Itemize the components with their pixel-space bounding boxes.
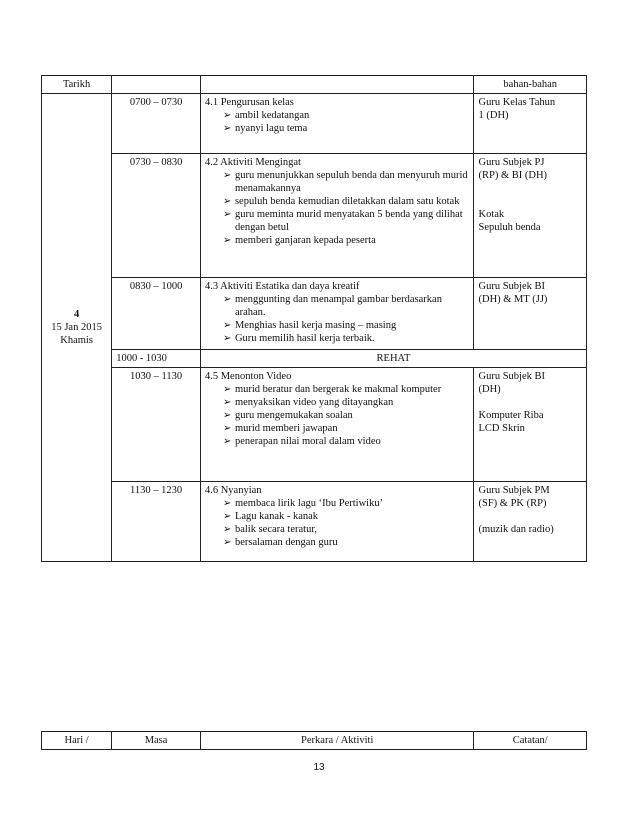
- activity-list: [205, 169, 470, 247]
- header-masa-empty: [112, 76, 201, 94]
- list-item: ➢ sepuluh benda kemudian diletakkan dalam satu kotak: [223, 195, 470, 208]
- list-item: ➢ Menghias hasil kerja masing – masing: [223, 319, 470, 332]
- catatan-line: (DH): [478, 384, 501, 395]
- masa-cell: 1130 – 1230: [112, 482, 201, 562]
- table-header-row: [42, 76, 587, 94]
- activity-title: 4.6 Nyanyian: [204, 485, 262, 496]
- table-row: [42, 482, 587, 562]
- catatan-line: (RP) & BI (DH): [478, 170, 548, 181]
- list-item: ➢ membaca lirik lagu ‘Ibu Pertiwiku’: [223, 497, 470, 510]
- rehat-label: REHAT: [200, 350, 586, 368]
- header-aktiviti-empty: [200, 76, 474, 94]
- masa-cell: 0700 – 0730: [112, 94, 201, 154]
- hari-cell: [42, 94, 112, 562]
- table-row: [42, 368, 587, 482]
- catatan-cell: [474, 368, 587, 482]
- list-item: ➢ guru menunjukkan sepuluh benda dan menyuruh murid menamakannya: [223, 169, 470, 195]
- catatan-line: (SF) & PK (RP): [478, 498, 547, 509]
- catatan-line: Komputer Riba: [478, 410, 544, 421]
- catatan-line: LCD Skrin: [478, 423, 525, 434]
- hari-day: Khamis: [60, 335, 93, 346]
- table-row: [42, 154, 587, 278]
- catatan-gap: [478, 195, 582, 208]
- list-item: ➢ ambil kedatangan: [223, 109, 470, 122]
- activity-title: 4.3 Aktiviti Estatika dan daya kreatif: [204, 281, 360, 292]
- aktiviti-cell: [200, 482, 474, 562]
- catatan-line: Guru Kelas Tahun: [478, 97, 556, 108]
- header-catatan: Catatan/: [474, 732, 587, 750]
- catatan-gap: [478, 182, 582, 195]
- list-item: ➢ balik secara teratur,: [223, 523, 470, 536]
- hari-date: 15 Jan 2015: [51, 322, 102, 333]
- header-masa: Masa: [112, 732, 201, 750]
- activity-list: [205, 109, 470, 135]
- list-item: ➢ Lagu kanak - kanak: [223, 510, 470, 523]
- list-item: ➢ nyanyi lagu tema: [223, 122, 470, 135]
- catatan-gap: [478, 396, 582, 409]
- masa-cell: 0730 – 0830: [112, 154, 201, 278]
- activity-title: 4.1 Pengurusan kelas: [204, 97, 294, 108]
- list-item: ➢ murid memberi jawapan: [223, 422, 470, 435]
- catatan-line: Guru Subjek BI: [478, 371, 545, 382]
- aktiviti-cell: [200, 94, 474, 154]
- catatan-line: Guru Subjek BI: [478, 281, 545, 292]
- catatan-line: 1 (DH): [478, 110, 509, 121]
- list-item: ➢ penerapan nilai moral dalam video: [223, 435, 470, 448]
- list-item: ➢ menggunting dan menampal gambar berdasarkan arahan.: [223, 293, 470, 319]
- table-row: [42, 94, 587, 154]
- aktiviti-cell: [200, 154, 474, 278]
- catatan-gap: [478, 510, 582, 523]
- rehat-masa: 1000 - 1030: [112, 350, 201, 368]
- hari-number: 4: [73, 309, 80, 320]
- header-hari: Hari /: [42, 732, 112, 750]
- list-item: ➢ memberi ganjaran kepada peserta: [223, 234, 470, 247]
- catatan-cell: [474, 94, 587, 154]
- header-perkara: Perkara / Aktiviti: [200, 732, 474, 750]
- masa-cell: 1030 – 1130: [112, 368, 201, 482]
- catatan-line: (DH) & MT (JJ): [478, 294, 548, 305]
- catatan-line: Guru Subjek PJ: [478, 157, 545, 168]
- header-tarikh: Tarikh: [42, 76, 112, 94]
- catatan-line: (muzik dan radio): [478, 524, 554, 535]
- catatan-cell: [474, 482, 587, 562]
- aktiviti-cell: [200, 368, 474, 482]
- list-item: ➢ Guru memilih hasil kerja terbaik.: [223, 332, 470, 345]
- list-item: ➢ menyaksikan video yang ditayangkan: [223, 396, 470, 409]
- table-row: [42, 278, 587, 350]
- catatan-line: Sepuluh benda: [478, 222, 541, 233]
- catatan-cell: [474, 154, 587, 278]
- list-item: ➢ murid beratur dan bergerak ke makmal komputer: [223, 383, 470, 396]
- catatan-line: Kotak: [478, 209, 505, 220]
- activity-title: 4.2 Aktiviti Mengingat: [204, 157, 301, 168]
- activity-title: 4.5 Menonton Video: [204, 371, 292, 382]
- page-number: 13: [313, 762, 325, 773]
- next-page-header-table: [41, 731, 587, 750]
- aktiviti-cell: [200, 278, 474, 350]
- catatan-cell: [474, 278, 587, 350]
- list-item: ➢ guru mengemukakan soalan: [223, 409, 470, 422]
- rehat-row: [42, 350, 587, 368]
- schedule-table: [41, 75, 587, 562]
- catatan-line: Guru Subjek PM: [478, 485, 550, 496]
- table-header-row: [42, 732, 587, 750]
- list-item: ➢ guru meminta murid menyatakan 5 benda yang dilihat dengan betul: [223, 208, 470, 234]
- activity-list: [205, 383, 470, 448]
- header-bahan: bahan-bahan: [474, 76, 587, 94]
- list-item: ➢ bersalaman dengan guru: [223, 536, 470, 549]
- activity-list: [205, 497, 470, 549]
- masa-cell: 0830 – 1000: [112, 278, 201, 350]
- activity-list: [205, 293, 470, 345]
